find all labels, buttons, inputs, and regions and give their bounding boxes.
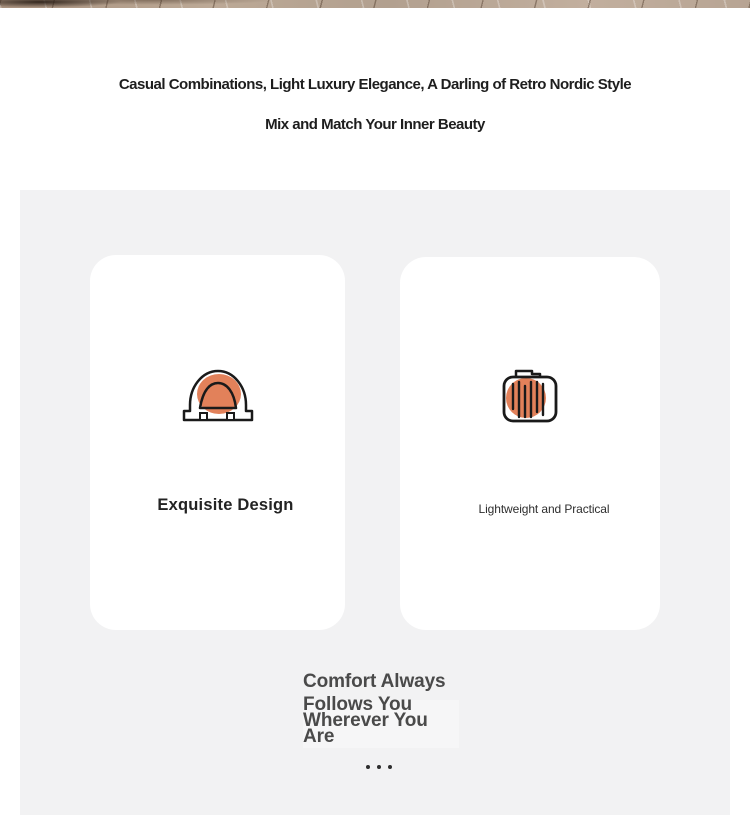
comfort-tagline-line: Are [303, 726, 335, 747]
feature-card-label: Exquisite Design [157, 496, 294, 514]
intro-headings [0, 76, 750, 134]
comfort-tagline-line: Follows You [303, 694, 413, 715]
feature-section [20, 190, 730, 815]
dome-bag-icon [180, 365, 256, 430]
comfort-tagline [303, 673, 483, 745]
headline-primary: Casual Combinations, Light Luxury Elegance, A Darling of Retro Nordic Style [118, 76, 632, 93]
dot [366, 765, 370, 769]
comfort-tagline-line: Wherever You [303, 710, 428, 731]
feature-card-exquisite-design [90, 255, 345, 630]
dot [388, 765, 392, 769]
ellipsis-dots [24, 762, 734, 772]
feature-card-label: Lightweight and Practical [478, 502, 610, 516]
comfort-tagline-line: Comfort Always [303, 671, 446, 692]
headline-secondary: Mix and Match Your Inner Beauty [265, 116, 485, 133]
feature-card-lightweight-practical [400, 257, 660, 630]
dot [377, 765, 381, 769]
suitcase-icon [492, 365, 568, 432]
hero-banner-image [0, 0, 750, 8]
